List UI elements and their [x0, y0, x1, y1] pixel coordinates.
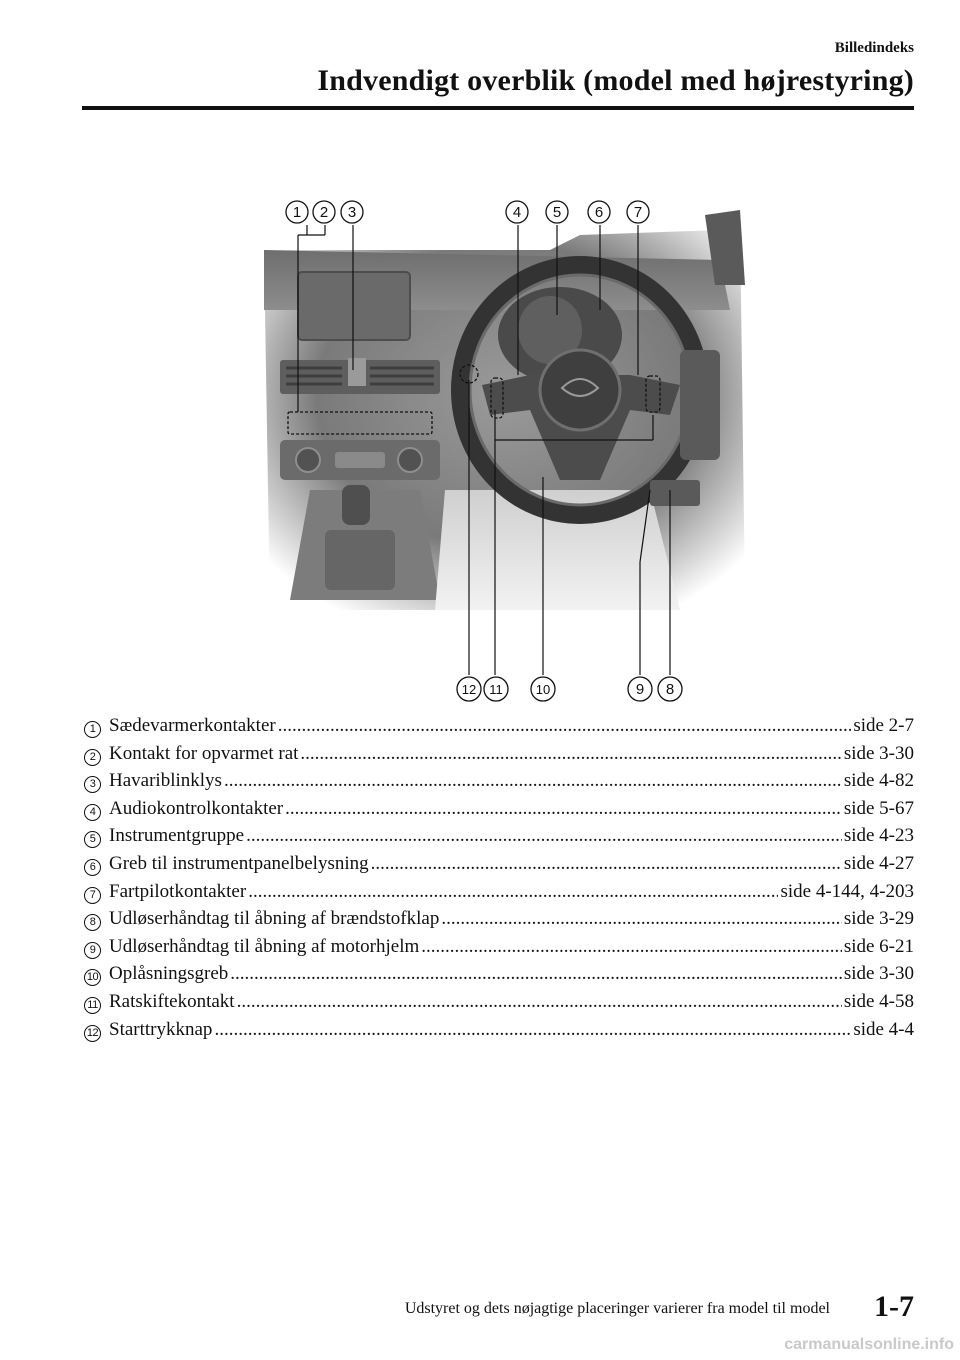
- title-rule: [82, 106, 914, 110]
- legend-page-ref[interactable]: side 4-27: [843, 852, 914, 874]
- legend-page-ref[interactable]: side 2-7: [853, 715, 914, 736]
- legend-item-label: Fartpilotkontakter: [109, 880, 247, 902]
- legend-list: [84, 712, 914, 1043]
- svg-text:11: 11: [489, 682, 503, 697]
- callouts-bottom: [457, 677, 682, 701]
- legend-number-badge: 8: [84, 914, 101, 931]
- svg-text:3: 3: [347, 204, 357, 221]
- legend-item[interactable]: [84, 767, 914, 795]
- dashboard-photo: [264, 210, 745, 610]
- leader-dots: [237, 988, 842, 1016]
- svg-text:10: 10: [535, 682, 551, 697]
- legend-item-label: Udløserhåndtag til åbning af brændstofklap: [109, 908, 440, 930]
- leader-dots: [285, 795, 842, 823]
- legend-number-badge: 12: [84, 1025, 101, 1042]
- callout-badge-10: [531, 677, 555, 701]
- legend-item[interactable]: [84, 878, 914, 906]
- legend-page-ref[interactable]: side 3-29: [843, 908, 914, 930]
- leader-dots: [278, 712, 852, 740]
- legend-page-ref[interactable]: side 3-30: [843, 963, 914, 985]
- section-label: Billedindeks: [834, 40, 914, 56]
- callout-badge-6: [588, 201, 610, 223]
- callout-badge-2: [313, 201, 335, 223]
- legend-number-badge: 6: [84, 859, 101, 876]
- legend-item[interactable]: [84, 795, 914, 823]
- callout-badge-11: [484, 677, 508, 701]
- callout-badge-1: [286, 201, 308, 223]
- callout-badge-5: [546, 201, 568, 223]
- legend-item-label: Starttrykknap: [109, 1018, 213, 1040]
- svg-text:2: 2: [319, 204, 329, 221]
- svg-text:6: 6: [594, 204, 604, 221]
- svg-text:7: 7: [633, 204, 643, 221]
- callouts-top: [286, 201, 649, 223]
- legend-page-ref[interactable]: side 4-58: [843, 990, 914, 1012]
- legend-page-ref[interactable]: side 5-67: [843, 797, 914, 819]
- callout-badge-9: [628, 677, 652, 701]
- leader-dots: [371, 850, 842, 878]
- leader-dots: [224, 767, 842, 795]
- watermark: carmanualsonline.info: [784, 1336, 954, 1353]
- legend-item-label: Ratskiftekontakt: [109, 990, 235, 1012]
- leader-dots: [441, 905, 841, 933]
- dashboard-illustration: [250, 190, 760, 710]
- legend-item[interactable]: [84, 740, 914, 768]
- legend-page-ref[interactable]: side 6-21: [843, 935, 914, 957]
- legend-item-label: Oplåsningsgreb: [109, 963, 229, 985]
- page-number: 1-7: [874, 1290, 914, 1323]
- legend-item-label: Udløserhåndtag til åbning af motorhjelm: [109, 935, 420, 957]
- legend-item-label: Audiokontrolkontakter: [109, 797, 284, 819]
- legend-item-label: Sædevarmerkontakter: [109, 715, 276, 736]
- legend-item[interactable]: [84, 960, 914, 988]
- svg-text:5: 5: [552, 204, 562, 221]
- legend-item[interactable]: [84, 712, 914, 740]
- legend-item[interactable]: [84, 1016, 914, 1044]
- footer-note: Udstyret og dets nøjagtige placeringer varierer fra model til model: [404, 1300, 830, 1317]
- page-title: Indvendigt overblik (model med højrestyring): [317, 64, 914, 97]
- callout-badge-7: [627, 201, 649, 223]
- legend-number-badge: 10: [84, 969, 101, 986]
- leader-dots: [230, 960, 842, 988]
- legend-number-badge: 1: [84, 721, 101, 738]
- legend-number-badge: 11: [84, 997, 101, 1014]
- leader-dots: [246, 822, 842, 850]
- svg-text:4: 4: [512, 204, 522, 221]
- legend-item[interactable]: [84, 850, 914, 878]
- svg-text:1: 1: [292, 204, 302, 221]
- legend-number-badge: 2: [84, 749, 101, 766]
- callout-badge-4: [506, 201, 528, 223]
- svg-text:8: 8: [665, 681, 675, 698]
- leader-dots: [214, 1016, 851, 1044]
- callout-badge-12: [457, 677, 481, 701]
- legend-number-badge: 7: [84, 887, 101, 904]
- legend-item-label: Greb til instrumentpanelbelysning: [109, 852, 369, 874]
- legend-number-badge: 3: [84, 776, 101, 793]
- legend-item[interactable]: [84, 905, 914, 933]
- legend-item-label: Kontakt for opvarmet rat: [109, 742, 299, 764]
- legend-item[interactable]: [84, 933, 914, 961]
- svg-text:12: 12: [461, 682, 477, 697]
- legend-item[interactable]: [84, 822, 914, 850]
- legend-page-ref[interactable]: side 4-82: [843, 770, 914, 792]
- legend-item-label: Havariblinklys: [109, 770, 222, 792]
- leader-dots: [421, 933, 842, 961]
- svg-text:9: 9: [635, 681, 645, 698]
- legend-item[interactable]: [84, 988, 914, 1016]
- legend-number-badge: 5: [84, 831, 101, 848]
- callout-badge-3: [341, 201, 363, 223]
- legend-page-ref[interactable]: side 4-144, 4-203: [780, 880, 914, 902]
- legend-item-label: Instrumentgruppe: [109, 825, 245, 847]
- legend-page-ref[interactable]: side 4-23: [843, 825, 914, 847]
- legend-page-ref[interactable]: side 3-30: [843, 742, 914, 764]
- legend-number-badge: 9: [84, 942, 101, 959]
- legend-number-badge: 4: [84, 804, 101, 821]
- legend-page-ref[interactable]: side 4-4: [853, 1018, 914, 1040]
- leader-dots: [300, 740, 841, 768]
- callout-badge-8: [658, 677, 682, 701]
- leader-dots: [248, 878, 778, 906]
